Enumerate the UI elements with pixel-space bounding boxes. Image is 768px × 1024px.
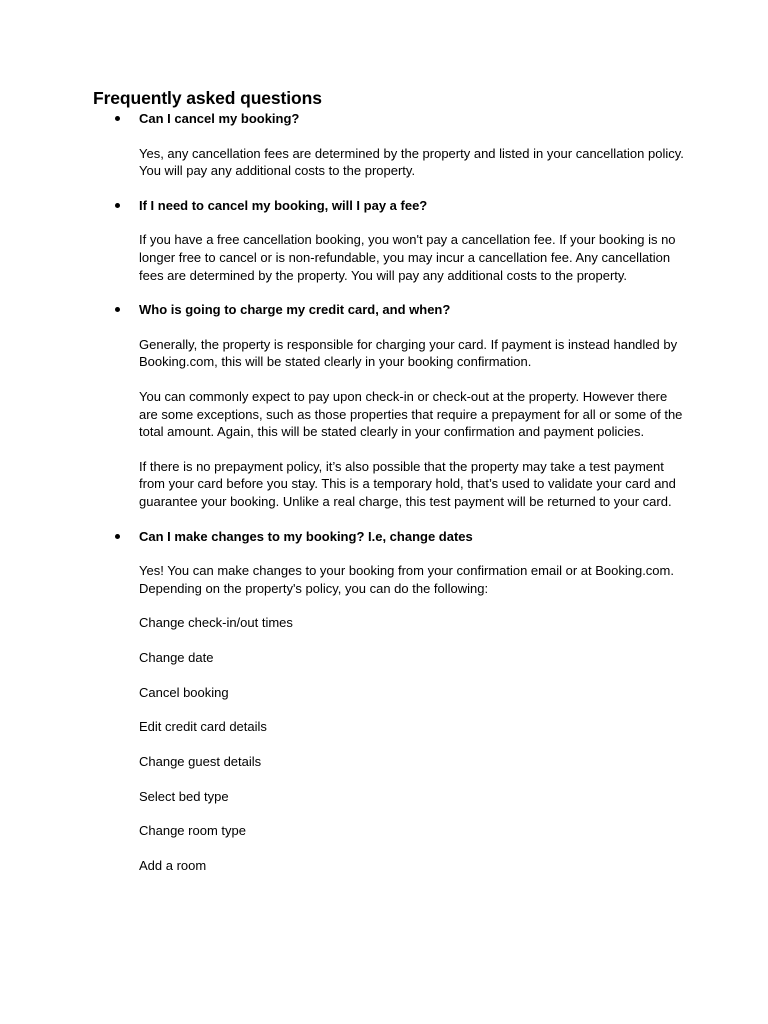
faq-question: Can I make changes to my booking? I.e, change dates — [139, 528, 473, 544]
list-item: Change guest details — [139, 754, 262, 770]
list-item: Change check-in/out times — [139, 615, 293, 631]
answer-paragraph: Generally, the property is responsible for charging your card. If payment is instead handled by Booking.com, this will be stated clearly in your booking confirmation. — [139, 336, 678, 370]
page-title: Frequently asked questions — [93, 88, 322, 108]
list-item: Edit credit card details — [139, 719, 267, 735]
faq-question: Who is going to charge my credit card, and when? — [139, 302, 451, 318]
answer-paragraph: If you have a free cancellation booking, you won't pay a cancellation fee. If your booking is no longer free to cancel or is non-refundable, you may incur a cancellation fee. Any cancellation fees are determined by the property. You will pay any additional costs to the property. — [139, 232, 676, 283]
bullet-icon — [115, 534, 120, 539]
faq-list — [0, 110, 768, 892]
answer-paragraph: Yes! You can make changes to your booking from your confirmation email or at Booking.com. Depending on the property's policy, you can do the following: — [139, 563, 674, 596]
bullet-icon — [115, 116, 120, 121]
faq-answer — [139, 562, 684, 875]
answer-paragraph: Yes, any cancellation fees are determined by the property and listed in your cancellation policy. You will pay any additional costs to the property. — [139, 145, 684, 179]
list-item: Select bed type — [139, 788, 229, 804]
list-item: Cancel booking — [139, 684, 229, 700]
faq-question: Can I cancel my booking? — [139, 111, 300, 126]
answer-paragraph: If there is no prepayment policy, it’s also possible that the property may take a test payment from your card before you stay. This is a temporary hold, that’s used to validate your card and guarantee your booking. Unlike a real charge, this test payment will be returned to your card. — [139, 458, 676, 509]
change-options-list — [139, 614, 684, 874]
faq-item-cancellation-fee — [0, 197, 768, 284]
faq-item-credit-card-charge — [0, 301, 768, 510]
list-item: Add a room — [139, 858, 207, 874]
list-item: Change room type — [139, 823, 246, 839]
bullet-icon — [115, 307, 120, 312]
faq-answer — [139, 145, 684, 180]
faq-question: If I need to cancel my booking, will I pay a fee? — [139, 197, 428, 213]
faq-answer — [139, 336, 684, 511]
faq-item-cancel-booking — [0, 110, 768, 180]
list-item: Change date — [139, 649, 214, 665]
faq-answer — [139, 231, 684, 284]
bullet-icon — [115, 203, 120, 208]
answer-paragraph: You can commonly expect to pay upon check-in or check-out at the property. However there are some exceptions, such as those properties that require a prepayment for all or some of the total amount. Again, this will be stated clearly in your confirmation and payment policies. — [139, 388, 683, 440]
faq-item-change-booking — [0, 528, 768, 875]
